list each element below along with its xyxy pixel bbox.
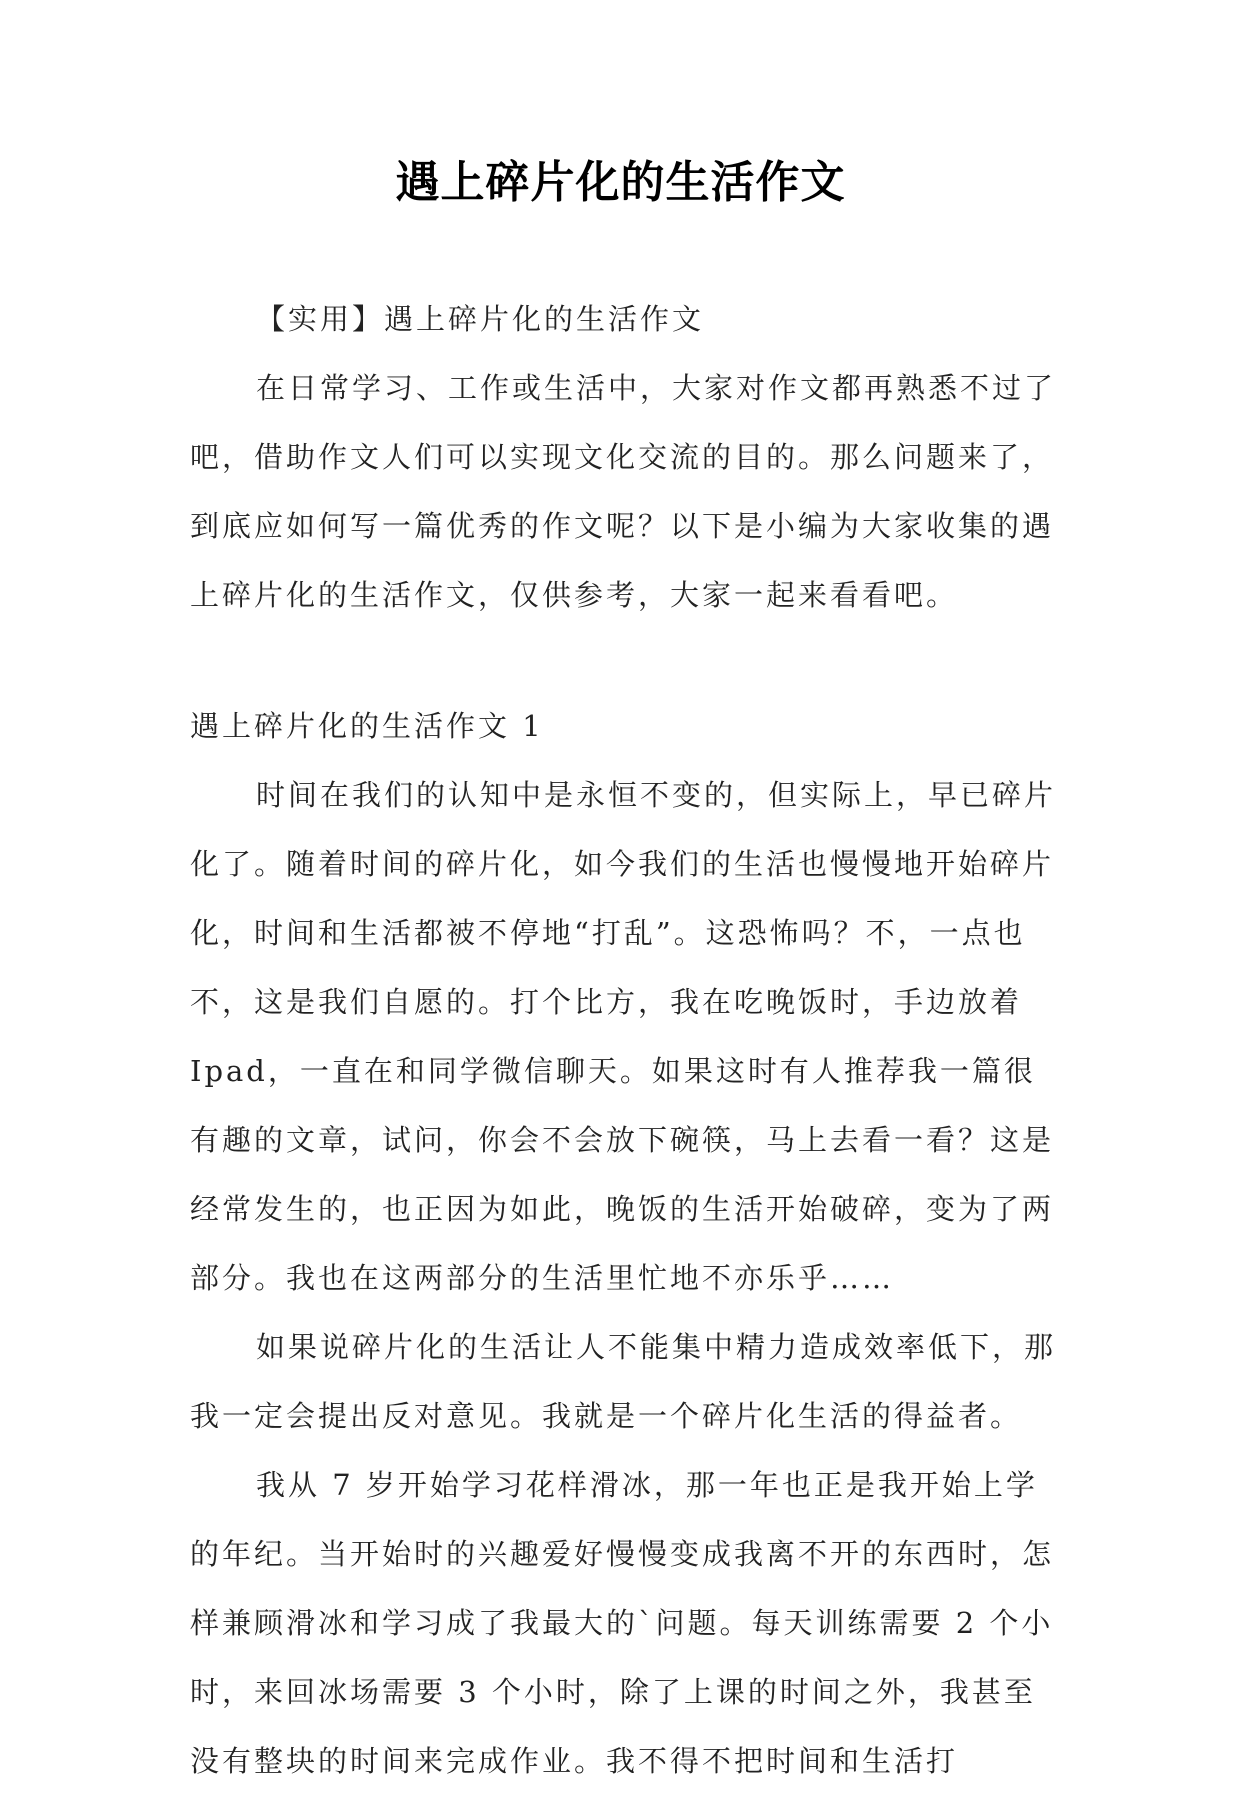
intro-paragraph: 在日常学习、工作或生活中，大家对作文都再熟悉不过了吧，借助作文人们可以实现文化交流的目的。那么问题来了，到底应如何写一篇优秀的作文呢？以下是小编为大家收集的遇上碎片化的生活作文，仅供参考，大家一起来看看吧。 — [190, 371, 1057, 612]
body-paragraph: 我从 7 岁开始学习花样滑冰，那一年也正是我开始上学的年纪。当开始时的兴趣爱好慢慢变成我离不开的东西时，怎样兼顾滑冰和学习成了我最大的`问题。每天训练需要 2 个小时，来回冰场需要 3 个小时，除了上课的时间之外，我甚至没有整块的时间来完成作业。我不得不把时间和生活打 — [190, 1468, 1055, 1778]
document-body — [190, 285, 1056, 1796]
document-title: 遇上碎片化的生活作文 — [395, 157, 846, 208]
section-title: 遇上碎片化的生活作文 1 — [190, 709, 544, 743]
section-gap — [190, 630, 1056, 692]
body-paragraph: 如果说碎片化的生活让人不能集中精力造成效率低下，那我一定会提出反对意见。我就是一个碎片化生活的得益者。 — [190, 1330, 1057, 1433]
body-paragraph: 时间在我们的认知中是永恒不变的，但实际上，早已碎片化了。随着时间的碎片化，如今我们的生活也慢慢地开始碎片化，时间和生活都被不停地“打乱”。这恐怖吗？不，一点也不，这是我们自愿的。打个比方，我在吃晚饭时，手边放着 Ipad，一直在和同学微信聊天。如果这时有人推荐我一篇很有趣的文章，试问，你会不会放下碗筷，马上去看一看？这是经常发生的，也正因为如此，晚饭的生活开始破碎，变为了两部分。我也在这两部分的生活里忙地不亦乐乎…… — [190, 778, 1057, 1295]
document-subtitle: 【实用】遇上碎片化的生活作文 — [256, 302, 705, 336]
